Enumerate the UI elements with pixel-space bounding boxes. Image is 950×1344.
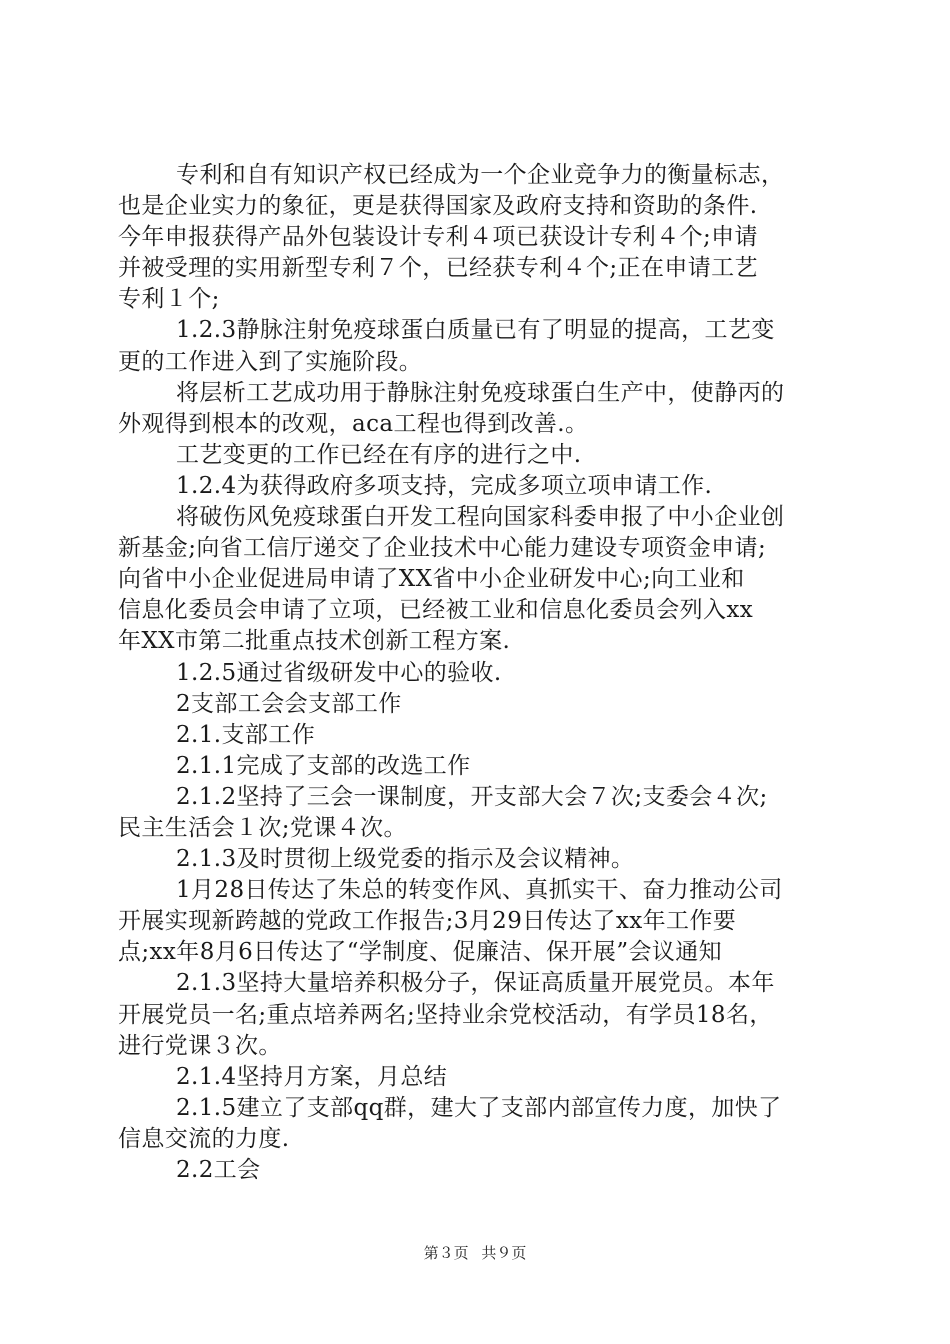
text-line: 1.2.4为获得政府多项支持，完成多项立项申请工作. bbox=[176, 472, 713, 499]
page-total: 共９页 bbox=[481, 1244, 527, 1262]
text-line: 将层析工艺成功用于静脉注射免疫球蛋白生产中，使静丙的 bbox=[176, 379, 785, 406]
text-line: 今年申报获得产品外包装设计专利４项已获设计专利４个;申请 bbox=[118, 224, 758, 251]
text-line: 并被受理的实用新型专利７个，已经获专利４个;正在申请工艺 bbox=[118, 255, 758, 282]
text-line: 2.1.4坚持月方案，月总结 bbox=[176, 1063, 448, 1090]
document-body bbox=[118, 160, 838, 1186]
text-line: 新基金;向省工信厅递交了企业技术中心能力建设专项资金申请; bbox=[118, 535, 767, 562]
text-line: 2.1.2坚持了三会一课制度，开支部大会７次;支委会４次; bbox=[176, 783, 768, 810]
text-line: 民主生活会１次;党课４次。 bbox=[118, 814, 407, 841]
text-line: 1.2.3静脉注射免疫球蛋白质量已有了明显的提高，工艺变 bbox=[176, 317, 775, 344]
text-line: 1月28日传达了朱总的转变作风、真抓实干、奋力推动公司 bbox=[176, 877, 783, 904]
text-line: 2.1.3坚持大量培养积极分子，保证高质量开展党员。本年 bbox=[176, 970, 775, 997]
text-line: 外观得到根本的改观，aca工程也得到改善.。 bbox=[118, 410, 589, 437]
text-line: 更的工作进入到了实施阶段。 bbox=[118, 348, 423, 375]
text-line: 信息化委员会申请了立项，已经被工业和信息化委员会列入xx bbox=[118, 597, 754, 624]
text-line: 2.1.5建立了支部qq群，建大了支部内部宣传力度，加快了 bbox=[176, 1094, 782, 1121]
text-line: 信息交流的力度. bbox=[118, 1125, 290, 1152]
text-line: 工艺变更的工作已经在有序的进行之中. bbox=[176, 441, 582, 468]
text-line: 也是企业实力的象征，更是获得国家及政府支持和资助的条件. bbox=[118, 193, 758, 220]
text-line: 将破伤风免疫球蛋白开发工程向国家科委申报了中小企业创 bbox=[176, 504, 785, 531]
page-footer bbox=[0, 1242, 950, 1263]
text-line: 2.1.1完成了支部的改选工作 bbox=[176, 752, 471, 779]
text-line: 2.1.支部工作 bbox=[176, 721, 316, 748]
text-line: 2支部工会会支部工作 bbox=[176, 690, 402, 717]
text-line: 2.1.3及时贯彻上级党委的指示及会议精神。 bbox=[176, 846, 635, 873]
text-line: 开展党员一名;重点培养两名;坚持业余党校活动，有学员18名， bbox=[118, 1001, 773, 1028]
text-line: 专利１个; bbox=[118, 286, 220, 313]
text-line: 开展实现新跨越的党政工作报告;3月29日传达了xx年工作要 bbox=[118, 908, 737, 935]
text-line: 进行党课３次。 bbox=[118, 1032, 282, 1059]
page-number: 第３页 bbox=[423, 1244, 469, 1262]
text-line: 2.2工会 bbox=[176, 1157, 261, 1183]
text-line: 向省中小企业促进局申请了XX省中小企业研发中心;向工业和 bbox=[118, 566, 745, 593]
text-line: 专利和自有知识产权已经成为一个企业竞争力的衡量标志， bbox=[176, 162, 785, 188]
text-line: 年XX市第二批重点技术创新工程方案. bbox=[118, 628, 511, 655]
text-line: 1.2.5通过省级研发中心的验收. bbox=[176, 659, 502, 686]
text-line: 点;xx年8月6日传达了“学制度、促廉洁、保开展”会议通知 bbox=[118, 939, 723, 966]
